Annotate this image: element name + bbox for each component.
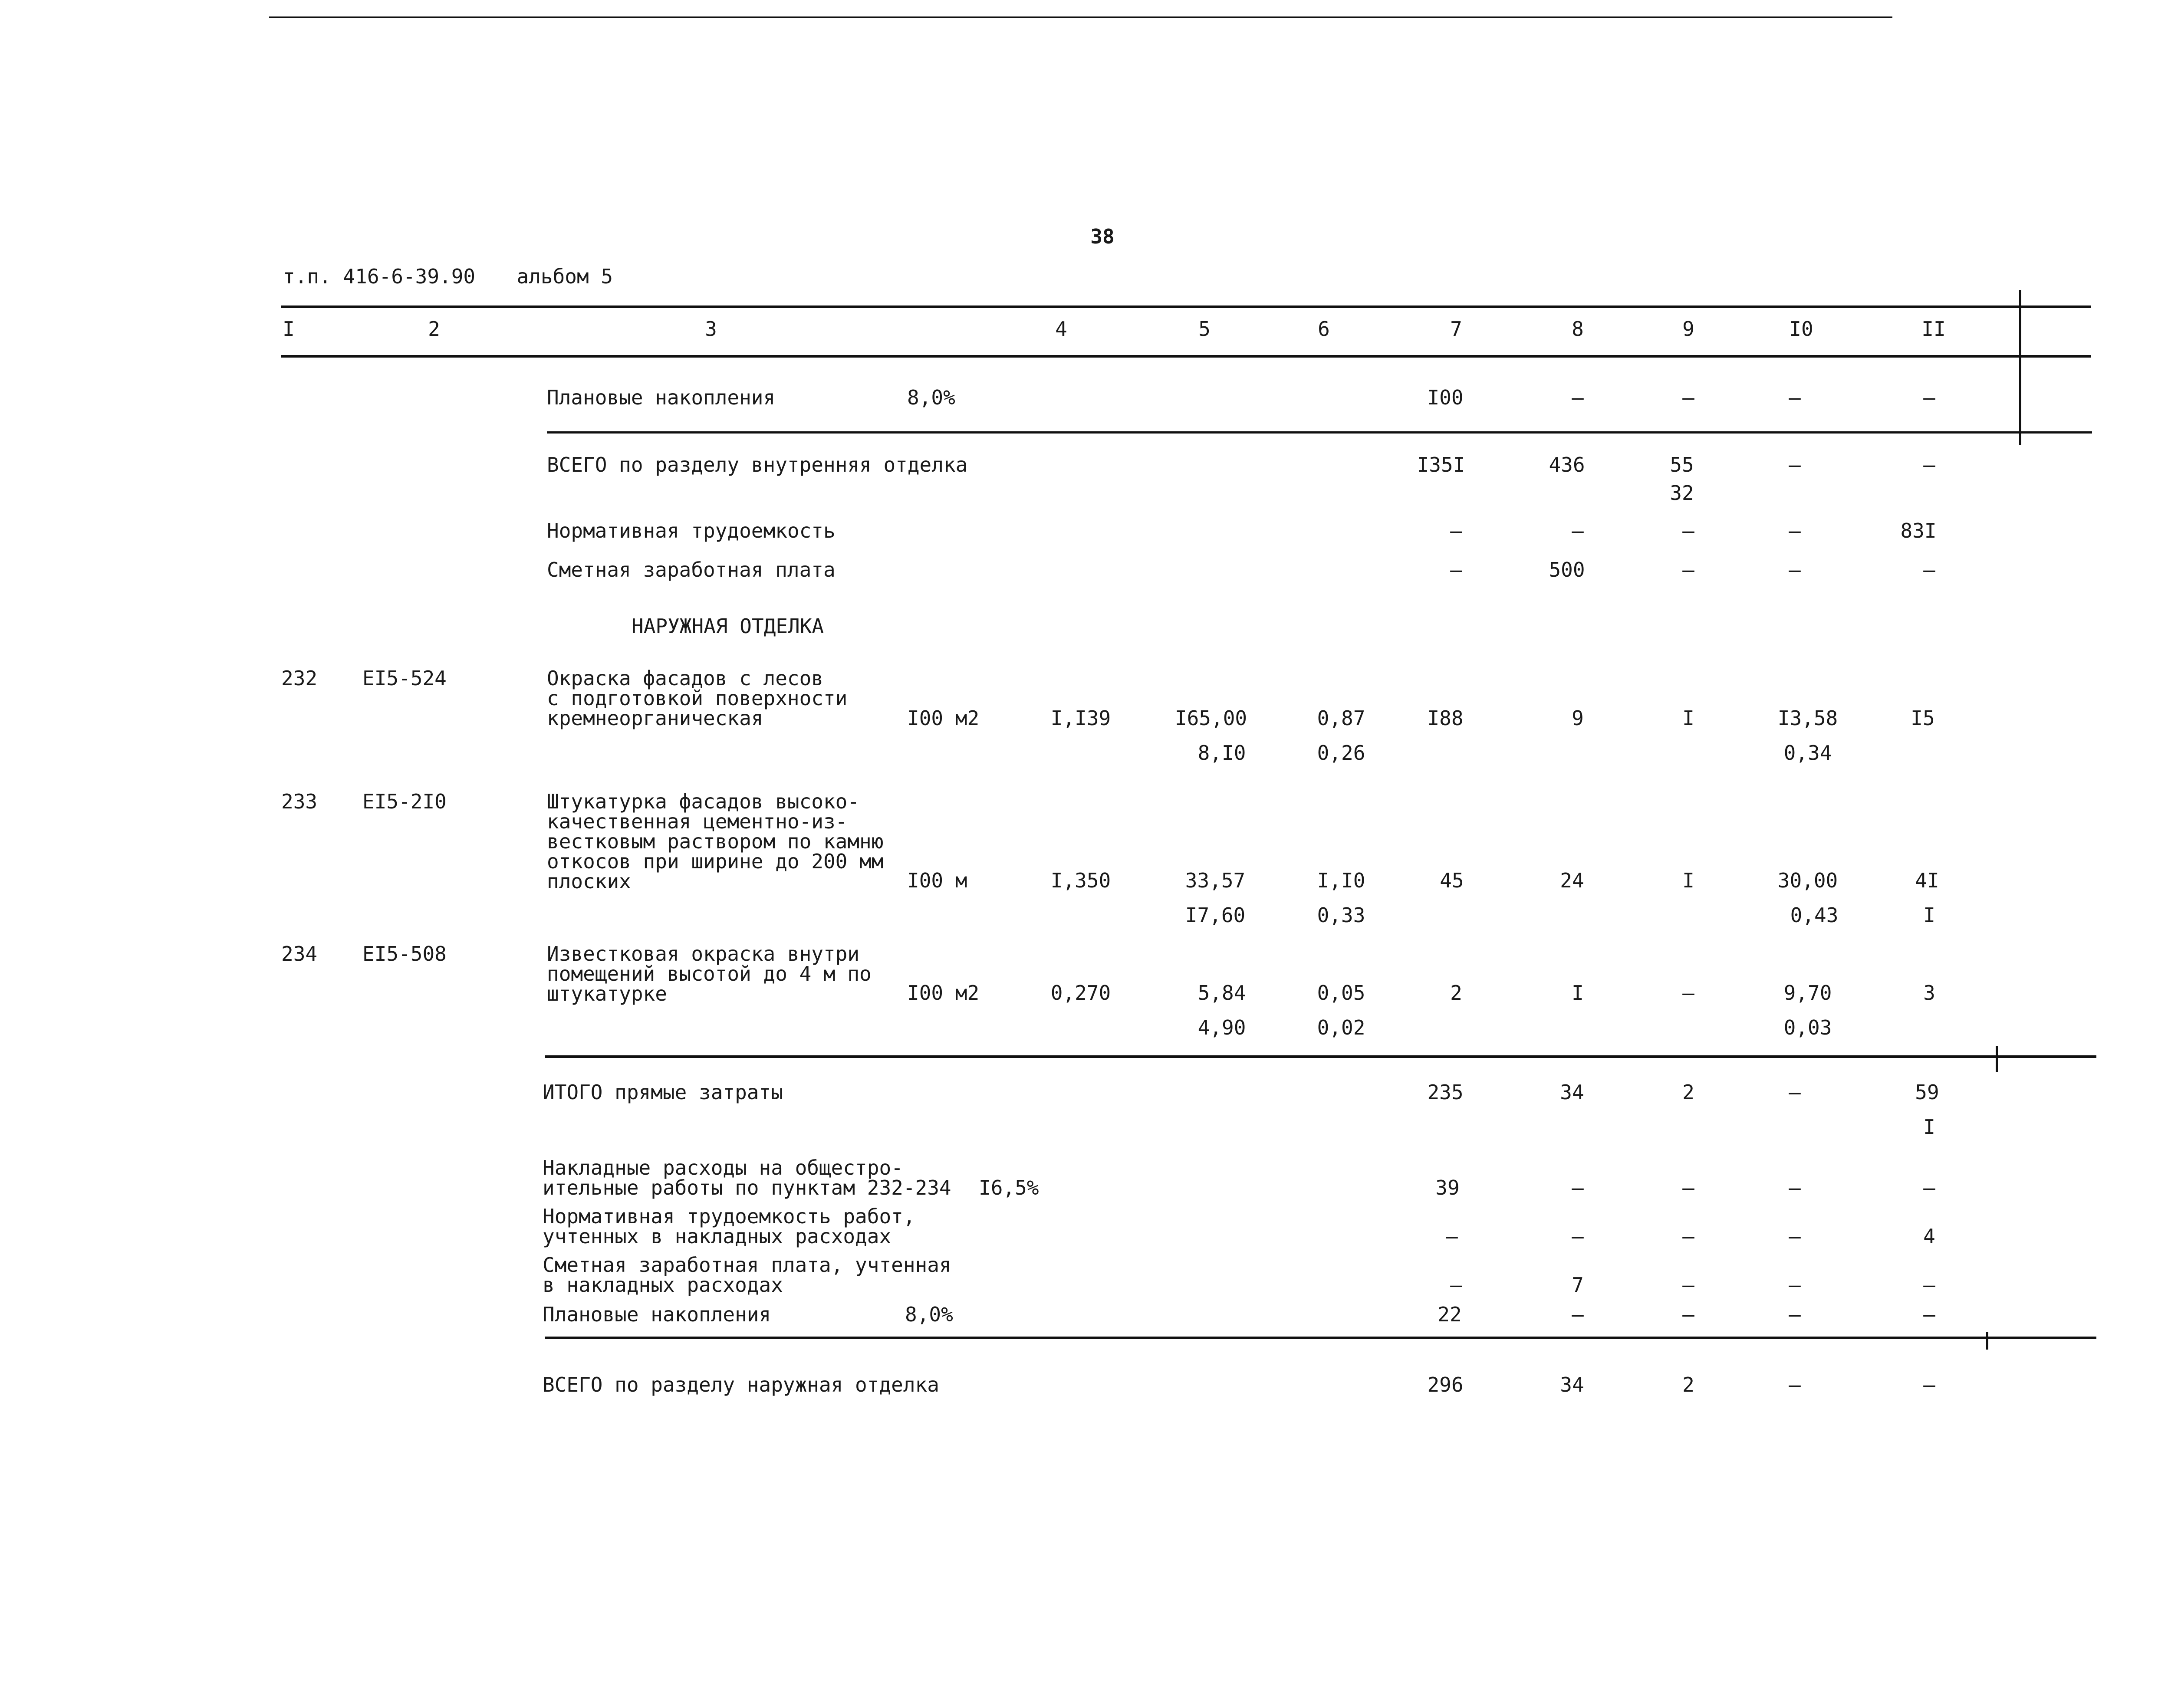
cell-c10: – (1789, 558, 1801, 581)
cell-c8: – (1572, 1303, 1584, 1326)
item-number: 232 (281, 667, 318, 690)
item-quantity: 0,270 (1050, 981, 1111, 1005)
desc-line: Окраска фасадов с лесов (547, 667, 823, 690)
cell-c11: – (1923, 558, 1935, 581)
item-quantity: I,I39 (1050, 706, 1111, 730)
cell-c8: 34 (1560, 1373, 1584, 1396)
cell-c9: I (1682, 869, 1694, 892)
right-border-line (2019, 290, 2021, 445)
desc-line: качественная цементно-из- (547, 810, 848, 833)
cell-c11: 3 (1923, 981, 1935, 1005)
col-header-8: 8 (1572, 317, 1584, 341)
cell-c9: I (1682, 706, 1694, 730)
rule-before-total (545, 1337, 2096, 1339)
row-label: ВСЕГО по разделу наружная отделка (543, 1373, 939, 1396)
cell-c11: 83I (1900, 519, 1937, 542)
desc-line: откосов при ширине до 200 мм (547, 850, 884, 873)
section-title: НАРУЖНАЯ ОТДЕЛКА (632, 614, 824, 638)
document-reference (283, 266, 613, 286)
cell-c7: 45 (1440, 869, 1464, 892)
col-header-9: 9 (1682, 317, 1694, 341)
header-ref: т.п. 416-6-39.90 (283, 265, 476, 288)
cell-c8: 9 (1572, 706, 1584, 730)
cell-c11: – (1923, 1176, 1935, 1199)
cell-c9-a: 55 (1670, 453, 1694, 476)
cell-c10: – (1789, 1373, 1801, 1396)
cell-c9: – (1682, 1303, 1694, 1326)
cell-c7: – (1450, 519, 1462, 542)
cell-c8: 24 (1560, 869, 1584, 892)
item-unit: I00 м2 (907, 706, 980, 730)
cell-c11-b: I (1923, 1115, 1935, 1139)
cell-c7: 39 (1435, 1176, 1460, 1199)
cell-c5-b: 8,I0 (1197, 741, 1246, 765)
item-code: EI5-508 (362, 942, 447, 966)
item-unit: I00 м (907, 869, 967, 892)
cell-c7: I00 (1427, 386, 1464, 409)
right-tick-1 (1996, 1046, 1998, 1072)
item-code: EI5-2I0 (362, 790, 447, 813)
cell-c9: – (1682, 1273, 1694, 1297)
cell-c7: 296 (1427, 1373, 1464, 1396)
rule-after-savings (547, 431, 2092, 434)
cell-c9-b: 32 (1670, 481, 1694, 505)
cell-c11: I5 (1911, 706, 1935, 730)
cell-c10-a: 30,00 (1777, 869, 1838, 892)
album-label: альбом 5 (517, 265, 613, 288)
row-percent: 8,0% (907, 386, 955, 409)
desc-line: кремнеорганическая (547, 706, 763, 730)
cell-c9: – (1682, 519, 1694, 542)
item-number: 234 (281, 942, 318, 966)
cell-c6-b: 0,33 (1317, 903, 1365, 927)
col-header-1: I (283, 317, 295, 341)
cell-c9: – (1682, 558, 1694, 581)
cell-c6-b: 0,26 (1317, 741, 1365, 765)
desc-line: Штукатурка фасадов высоко- (547, 790, 860, 813)
cell-c9: – (1682, 1176, 1694, 1199)
cell-c8: 436 (1549, 453, 1585, 476)
cell-c7: 2 (1450, 981, 1462, 1005)
label-line: Сметная заработная плата, учтенная (543, 1253, 951, 1277)
label-line: учтенных в накладных расходах (543, 1225, 892, 1248)
desc-line: помещений высотой до 4 м по (547, 962, 872, 985)
cell-c8: – (1572, 1225, 1584, 1248)
item-number: 233 (281, 790, 318, 813)
row-percent: 8,0% (905, 1303, 953, 1326)
cell-c5-b: 4,90 (1197, 1016, 1246, 1039)
cell-c7: I88 (1427, 706, 1464, 730)
table-top-line (281, 305, 2091, 308)
cell-c7: 235 (1427, 1081, 1464, 1104)
cell-c8: – (1572, 519, 1584, 542)
right-tick-2 (1986, 1332, 1988, 1350)
cell-c10: – (1789, 386, 1801, 409)
desc-line: с подготовкой поверхности (547, 686, 848, 710)
cell-c9: 2 (1682, 1373, 1694, 1396)
cell-c8: 34 (1560, 1081, 1584, 1104)
row-label: Плановые накопления (543, 1303, 771, 1326)
item-description (547, 792, 883, 891)
row-label: ВСЕГО по разделу внутренняя отделка (547, 453, 968, 476)
item-description (547, 668, 847, 728)
cell-c10-b: 0,43 (1790, 903, 1839, 927)
cell-c11-a: 59 (1915, 1081, 1939, 1104)
cell-c10-a: 9,70 (1783, 981, 1832, 1005)
row-label: Сметная заработная плата (547, 558, 836, 581)
desc-line: Известковая окраска внутри (547, 942, 860, 966)
cell-c11: – (1923, 1373, 1935, 1396)
col-header-6: 6 (1318, 317, 1330, 341)
item-code: EI5-524 (362, 667, 447, 690)
cell-c11: – (1923, 1273, 1935, 1297)
row-label (543, 1206, 915, 1246)
cell-c6-a: 0,05 (1317, 981, 1365, 1005)
item-unit: I00 м2 (907, 981, 980, 1005)
row-label: ИТОГО прямые затраты (543, 1081, 783, 1104)
desc-line: штукатурке (547, 982, 667, 1005)
item-description (547, 944, 872, 1004)
col-header-5: 5 (1198, 317, 1211, 341)
row-percent: I6,5% (979, 1176, 1039, 1199)
cell-c10: – (1789, 1225, 1801, 1248)
cell-c10: – (1789, 519, 1801, 542)
cell-c11: – (1923, 1303, 1935, 1326)
cell-c11: – (1923, 386, 1935, 409)
row-label: Нормативная трудоемкость (547, 519, 836, 542)
cell-c5-a: 5,84 (1197, 981, 1246, 1005)
cell-c10-a: I3,58 (1777, 706, 1838, 730)
page-number: 38 (1090, 225, 1115, 248)
cell-c9: – (1682, 1225, 1694, 1248)
cell-c11: 4 (1923, 1225, 1935, 1248)
cell-c10: – (1789, 1081, 1801, 1104)
desc-line: вестковым раствором по камню (547, 830, 884, 853)
cell-c9: – (1682, 386, 1694, 409)
row-label: Плановые накопления (547, 386, 776, 409)
cell-c8: 500 (1549, 558, 1585, 581)
cell-c9: – (1682, 981, 1694, 1005)
label-line: в накладных расходах (543, 1273, 783, 1297)
cell-c11-a: 4I (1915, 869, 1939, 892)
cell-c10: – (1789, 1273, 1801, 1297)
cell-c10-b: 0,03 (1783, 1016, 1832, 1039)
cell-c8: I (1572, 981, 1584, 1005)
cell-c8: – (1572, 386, 1584, 409)
cell-c11-b: I (1923, 903, 1935, 927)
cell-c6-b: 0,02 (1317, 1016, 1365, 1039)
cell-c10: – (1789, 453, 1801, 476)
cell-c5-a: 33,57 (1185, 869, 1246, 892)
item-quantity: I,350 (1050, 869, 1111, 892)
top-edge-line (269, 16, 1892, 18)
cell-c10-b: 0,34 (1783, 741, 1832, 765)
cell-c8: – (1572, 1176, 1584, 1199)
rule-after-items (545, 1055, 2096, 1058)
cell-c7: – (1446, 1225, 1458, 1248)
cell-c10: – (1789, 1303, 1801, 1326)
col-header-7: 7 (1450, 317, 1462, 341)
col-header-10: I0 (1789, 317, 1813, 341)
desc-line: плоских (547, 870, 631, 893)
header-bottom-line (281, 355, 2091, 358)
cell-c6-a: 0,87 (1317, 706, 1365, 730)
cell-c5-b: I7,60 (1185, 903, 1246, 927)
col-header-11: II (1921, 317, 1946, 341)
cell-c5-a: I65,00 (1174, 706, 1247, 730)
row-label (543, 1158, 951, 1198)
row-label (543, 1255, 951, 1295)
cell-c6-a: I,I0 (1317, 869, 1365, 892)
cell-c7: – (1450, 558, 1462, 581)
cell-c11: – (1923, 453, 1935, 476)
label-line: Накладные расходы на общестро- (543, 1156, 903, 1179)
cell-c7: – (1450, 1273, 1462, 1297)
label-line: Нормативная трудоемкость работ, (543, 1205, 915, 1228)
col-header-2: 2 (428, 317, 440, 341)
label-line: ительные работы по пунктам 232-234 (543, 1176, 951, 1199)
cell-c8: 7 (1572, 1273, 1584, 1297)
cell-c9: 2 (1682, 1081, 1694, 1104)
cell-c7: 22 (1438, 1303, 1462, 1326)
cell-c7: I35I (1417, 453, 1465, 476)
col-header-3: 3 (705, 317, 717, 341)
cell-c10: – (1789, 1176, 1801, 1199)
col-header-4: 4 (1055, 317, 1067, 341)
